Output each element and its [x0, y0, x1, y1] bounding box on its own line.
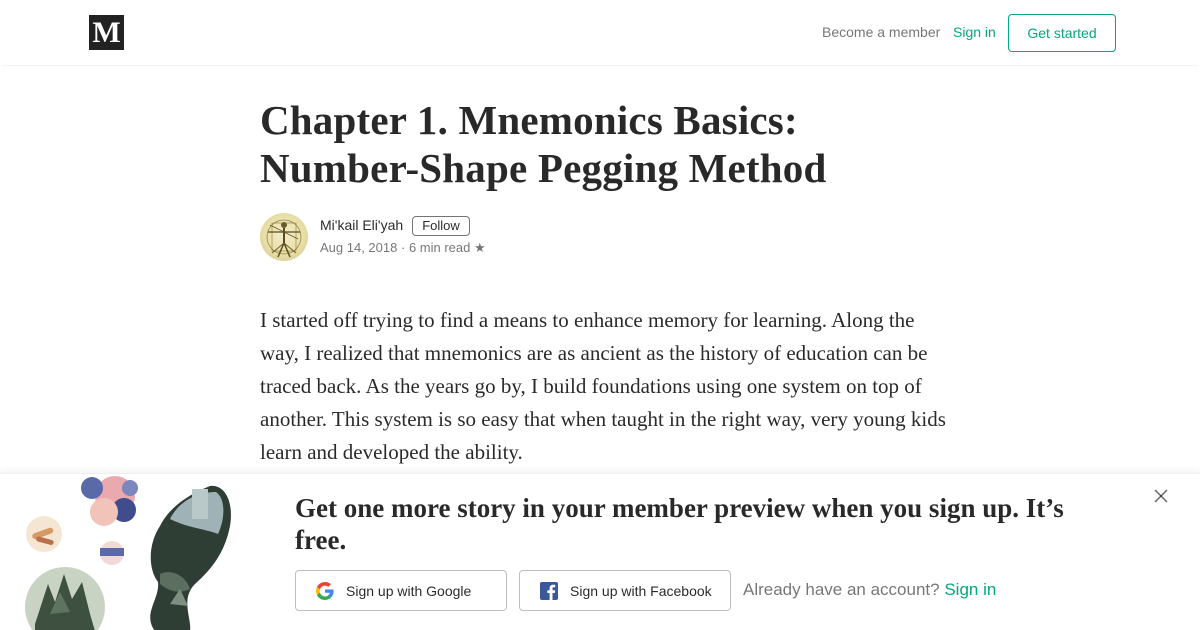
decorative-collage-illustration: [20, 474, 235, 630]
banner-sign-in-link[interactable]: Sign in: [944, 580, 997, 599]
already-have-account-text: Already have an account?: [743, 580, 940, 599]
member-star-icon: ★: [474, 240, 486, 255]
already-have-account: [743, 580, 996, 600]
signup-banner: [0, 473, 1200, 630]
sign-in-link[interactable]: Sign in: [953, 24, 996, 40]
vitruvian-figure-icon: [260, 213, 308, 261]
author-name[interactable]: Mi'kail Eli'yah: [320, 217, 404, 233]
article-title: Chapter 1. Mnemonics Basics: Number-Shape Pegging Method: [260, 97, 827, 191]
google-signup-label: Sign up with Google: [346, 583, 472, 599]
google-icon: [316, 582, 334, 600]
facebook-signup-label: Sign up with Facebook: [570, 583, 712, 599]
follow-button[interactable]: Follow: [412, 216, 470, 236]
meta-separator: ·: [400, 240, 406, 255]
read-time: 6 min read: [408, 240, 471, 255]
medium-logo[interactable]: M: [89, 15, 124, 50]
facebook-signup-button[interactable]: [519, 570, 731, 611]
signup-heading: Get one more story in your member preview when you sign up. It’s free.: [295, 493, 1064, 555]
author-avatar[interactable]: [260, 213, 308, 261]
article-meta: [320, 240, 486, 256]
google-signup-button[interactable]: [295, 570, 507, 611]
top-nav-bar: [0, 0, 1200, 65]
article-paragraph: I started off trying to find a means to enhance memory for learning. Along the way, I realized that mnemonics are as ancient as the history of education can be traced back. As the years go by, I build foundations using one system on top of another. This system is so easy that when taught in the right way, very young kids learn and developed the ability.: [260, 308, 946, 464]
facebook-icon: [540, 582, 558, 600]
close-icon: [1151, 486, 1171, 506]
become-member-link[interactable]: Become a member: [822, 24, 941, 40]
close-banner-button[interactable]: [1151, 486, 1171, 506]
publish-date: Aug 14, 2018: [320, 240, 398, 255]
get-started-button[interactable]: Get started: [1008, 14, 1116, 52]
